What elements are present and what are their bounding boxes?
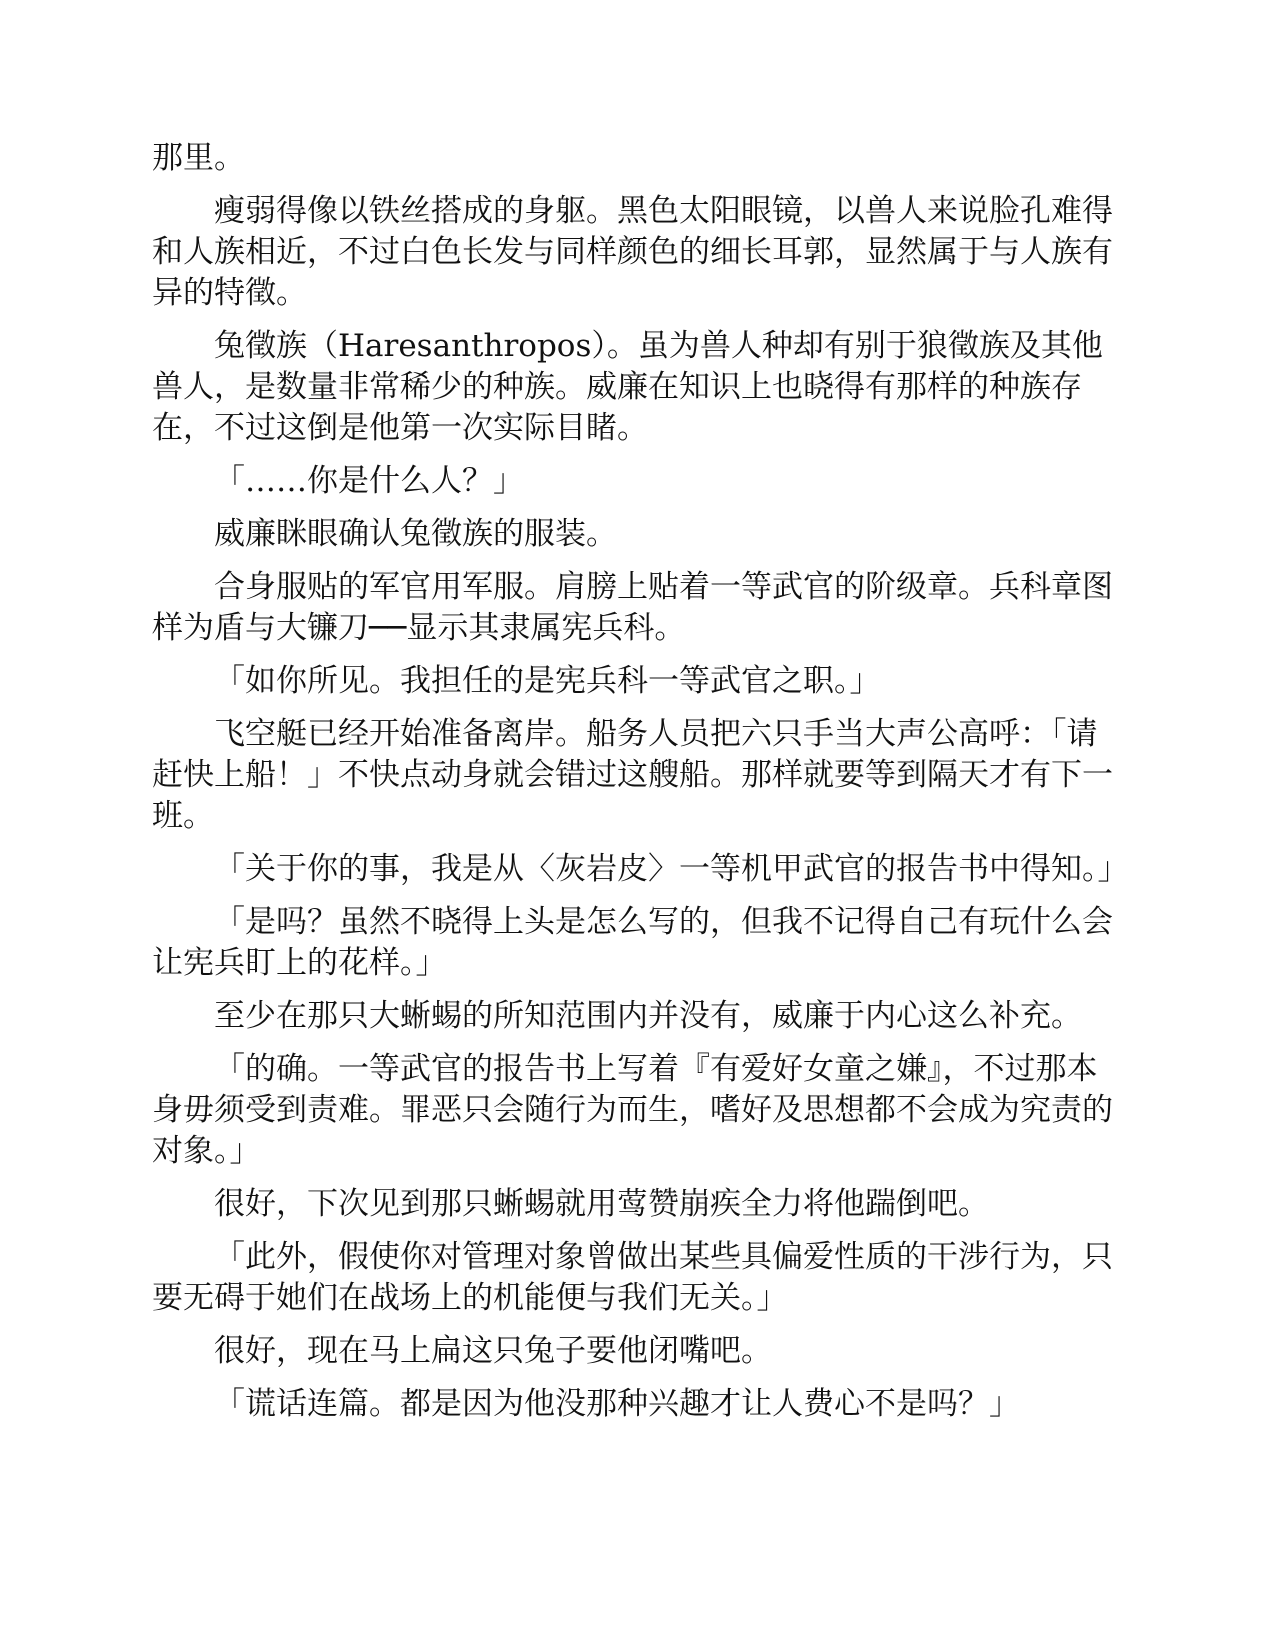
dialogue-line-2: 「如你所见。我担任的是宪兵科一等武官之职。」 (214, 663, 881, 699)
paragraph-8: 飞空艇已经开始准备离岸。船务人员把六只手当大声公高呼：「请赶快上船！」不快点动身就会错过这艘船。那样就要等到隔天才有下一班。 (152, 716, 1113, 834)
paragraph-5: 威廉眯眼确认兔徵族的服装。 (214, 516, 617, 552)
paragraph-3: 兔徵族（Haresanthropos）。虽为兽人种却有别于狼徵族及其他兽人，是数量非常稀少的种族。威廉在知识上也晓得有那样的种族存在，不过这倒是他第一次实际目睹。 (152, 328, 1103, 446)
paragraph-6: 合身服贴的军官用军服。肩膀上贴着一等武官的阶级章。兵科章图样为盾与大镰刀──显示其隶属宪兵科。 (152, 569, 1113, 646)
dialogue-line-5: 「的确。一等武官的报告书上写着『有爱好女童之嫌』，不过那本身毋须受到责难。罪恶只会随行为而生，嗜好及思想都不会成为究责的对象。」 (152, 1051, 1113, 1169)
dialogue-line-4: 「是吗？虽然不晓得上头是怎么写的，但我不记得自己有玩什么会让宪兵盯上的花样。」 (152, 904, 1113, 981)
dialogue-line-3: 「关于你的事，我是从〈灰岩皮〉一等机甲武官的报告书中得知。」 (214, 851, 1129, 887)
paragraph-15: 很好，现在马上扁这只兔子要他闭嘴吧。 (214, 1333, 772, 1369)
dialogue-line-1: 「……你是什么人？」 (214, 463, 524, 499)
dialogue-line-7: 「谎话连篇。都是因为他没那种兴趣才让人费心不是吗？」 (214, 1386, 1020, 1422)
paragraph-11: 至少在那只大蜥蜴的所知范围内并没有，威廉于内心这么补充。 (214, 998, 1082, 1034)
paragraph-2: 瘦弱得像以铁丝搭成的身躯。黑色太阳眼镜，以兽人来说脸孔难得和人族相近，不过白色长发与同样颜色的细长耳郭，显然属于与人族有异的特徵。 (152, 193, 1113, 311)
paragraph-13: 很好，下次见到那只蜥蜴就用莺赞崩疾全力将他踹倒吧。 (214, 1186, 989, 1222)
dialogue-line-6: 「此外，假使你对管理对象曾做出某些具偏爱性质的干涉行为，只要无碍于她们在战场上的机能便与我们无关。」 (152, 1239, 1113, 1316)
document-page (152, 138, 1129, 1437)
paragraph-1: 那里。 (152, 140, 245, 176)
